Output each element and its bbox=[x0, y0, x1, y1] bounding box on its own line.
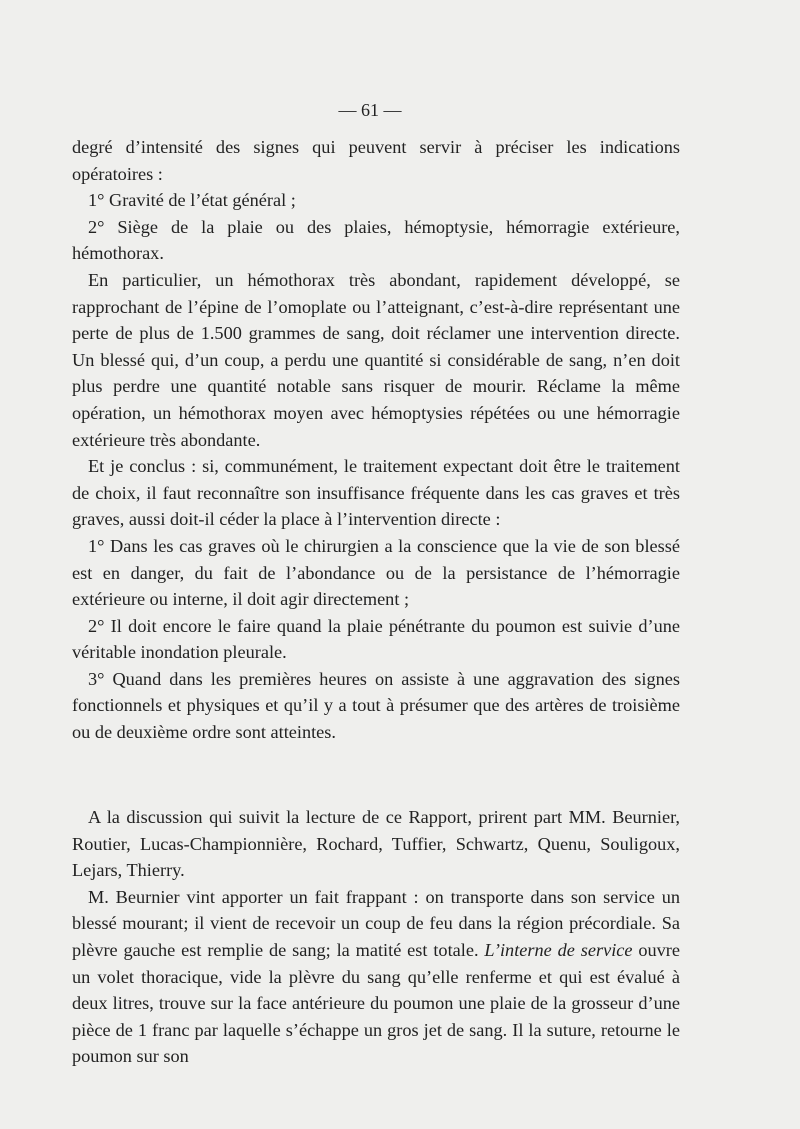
paragraph-conclusion-2: 2° Il doit encore le faire quand la plaie pénétrante du poumon est suivie d’une véritable inondation pleurale. bbox=[72, 615, 680, 663]
page-number: — 61 — bbox=[338, 100, 402, 120]
beurnier-intro: M. Beurnier vint apporter un fait frappant : on transporte dans son service un blessé mourant; il vient de recevoir un coup de feu dans la région précordiale. Sa plèvre gauche est remplie de sang; la matité est totale. bbox=[72, 886, 680, 960]
paragraph-beurnier bbox=[72, 884, 680, 1070]
paragraph-conclusion-3: 3° Quand dans les premières heures on assiste à une aggravation des signes fonctionnels et physiques et qu’il y a tout à présumer que des artères de troisième ou de deuxième ordre sont atteintes. bbox=[72, 668, 680, 743]
paragraph-continuation: degré d’intensité des signes qui peuvent servir à préciser les indications opératoires : bbox=[72, 137, 680, 184]
paragraph-conclusion-1: 1° Dans les cas graves où le chirurgien a la conscience que la vie de son blessé est en danger, du fait de l’abondance ou de la persistance de l’hémorragie extérieure ou interne, il doit agir directement ; bbox=[72, 535, 680, 610]
paragraph-item-1: 1° Gravité de l’état général ; bbox=[88, 190, 296, 211]
paragraph-discussion: A la discussion qui suivit la lecture de ce Rapport, prirent part MM. Beurnier, Routier, Lucas-Championnière, Rochard, Tuffier, Schwartz, Quenu, Souligoux, Lejars, Thierry. bbox=[72, 807, 680, 881]
beurnier-italic: L’interne de service bbox=[484, 939, 633, 960]
beurnier-rest: ouvre un volet thoracique, vide la plèvre du sang qu’elle renferme et qui est évalué à deux litres, trouve sur la face antérieure du poumon une plaie de la grosseur d’une pièce de 1 franc par laquelle s’échappe un gros jet de sang. Il la suture, retourne le poumon sur son bbox=[72, 939, 680, 1067]
paragraph-conclusion: Et je conclus : si, communément, le traitement expectant doit être le traitement de choix, il faut reconnaître son insuffisance fréquente dans les cas graves et très graves, aussi doit-il céder la place à l’intervention directe : bbox=[72, 456, 680, 530]
paragraph-item-2: 2° Siège de la plaie ou des plaies, hémoptysie, hémorragie extérieure, hémothorax. bbox=[72, 216, 680, 264]
text-section-1 bbox=[72, 134, 680, 746]
text-section-2 bbox=[72, 804, 680, 1070]
paragraph-hemothorax: En particulier, un hémothorax très abondant, rapidement développé, se rapprochant de l’épine de l’omoplate ou l’atteignant, c’est-à-dire représentant une perte de plus de 1.500 grammes de sang, doit réclamer une intervention directe. Un blessé qui, d’un coup, a perdu une quantité si considérable de sang, n’en doit plus perdre une quantité notable sans risquer de mourir. Réclame la même opération, un hémothorax moyen avec hémoptysies répétées ou une hémorragie extérieure très abondante. bbox=[72, 269, 680, 450]
